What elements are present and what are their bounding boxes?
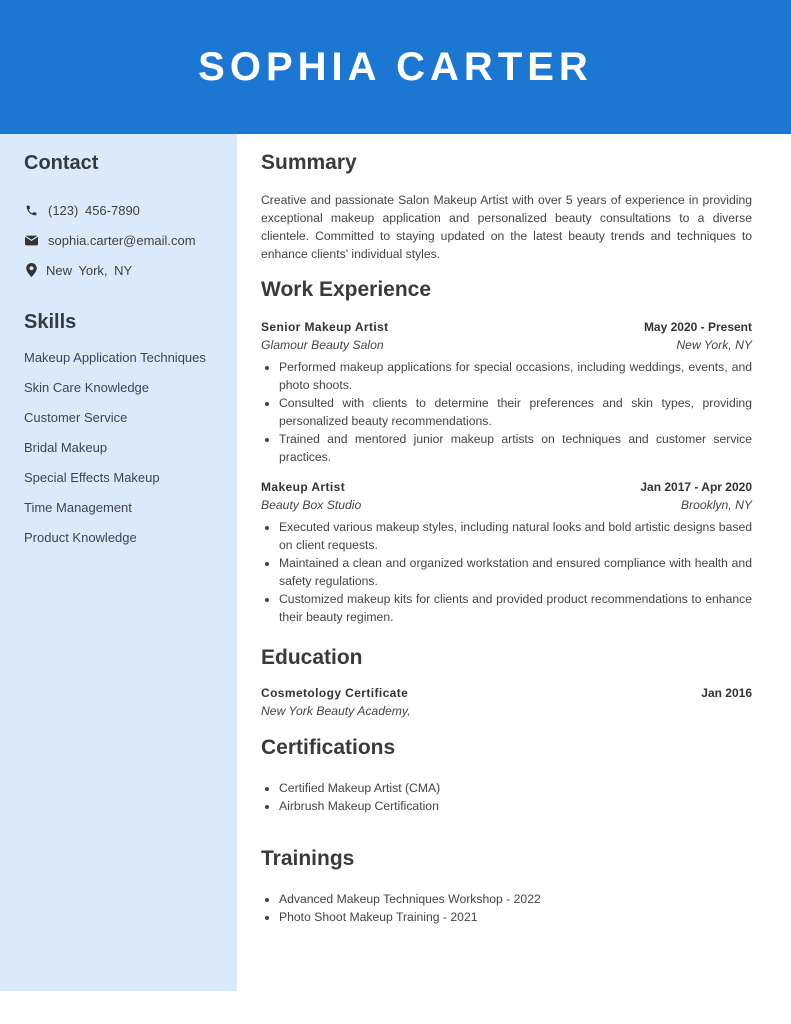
job-company: Glamour Beauty Salon (261, 338, 384, 352)
job-bullets (261, 358, 752, 466)
contact-title: Contact (24, 152, 99, 174)
job-bullet: • Consulted with clients to determine their preferences and skin types, providing personalized beauty recommendations. (279, 394, 752, 430)
certifications-title: Certifications (261, 736, 396, 759)
certification-item: • Airbrush Makeup Certification (279, 797, 752, 815)
phone-icon (24, 203, 38, 217)
job-company: Beauty Box Studio (261, 498, 362, 512)
resume-header (0, 0, 791, 134)
work-experience-title: Work Experience (261, 278, 432, 301)
school: New York Beauty Academy, (261, 704, 411, 718)
job-entry (261, 480, 752, 626)
skills-title: Skills (24, 311, 77, 333)
email-text: sophia.carter@email.com (48, 232, 196, 248)
skill-item: Makeup Application Techniques (24, 350, 206, 365)
main-content (261, 134, 752, 926)
summary-text: Creative and passionate Salon Makeup Artist with over 5 years of experience in providing exceptional makeup application and personalized beauty consultations to a diverse clientele. Committed to staying updated on the latest beauty trends and techniques to enhance clients' individual styles. (261, 193, 752, 261)
skill-item: Skin Care Knowledge (24, 380, 150, 395)
certification-item: • Certified Makeup Artist (CMA) (279, 779, 752, 797)
training-item: • Photo Shoot Makeup Training - 2021 (279, 908, 752, 926)
job-dates: Jan 2017 - Apr 2020 (640, 480, 752, 494)
degree: Cosmetology Certificate (261, 686, 409, 700)
skill-item: Special Effects Makeup (24, 470, 160, 485)
education-date: Jan 2016 (701, 686, 752, 700)
envelope-icon (24, 233, 38, 247)
education-entry (261, 686, 752, 718)
location-text: New York, NY (46, 262, 133, 278)
job-location: New York, NY (676, 338, 752, 352)
summary-title: Summary (261, 151, 357, 174)
job-entry (261, 320, 752, 466)
skill-item: Product Knowledge (24, 530, 137, 545)
skills-list (24, 348, 237, 558)
education-title: Education (261, 646, 363, 669)
map-pin-icon (24, 263, 38, 277)
job-title: Senior Makeup Artist (261, 320, 389, 334)
skill-item: Bridal Makeup (24, 440, 108, 455)
trainings-list (261, 890, 752, 926)
certifications-list (261, 779, 752, 815)
job-bullet: • Customized makeup kits for clients and provided product recommendations to enhance their beauty regimen. (279, 590, 752, 626)
job-bullet: • Executed various makeup styles, including natural looks and bold artistic designs based on client requests. (279, 518, 752, 554)
trainings-title: Trainings (261, 847, 355, 870)
contact-location (24, 255, 237, 285)
job-bullets (261, 518, 752, 626)
sidebar (0, 134, 237, 991)
contact-phone (24, 195, 237, 225)
job-location: Brooklyn, NY (680, 498, 752, 512)
job-bullet: • Trained and mentored junior makeup artists on techniques and customer service practices. (279, 430, 752, 466)
phone-text: (123) 456-7890 (48, 202, 140, 218)
contact-email (24, 225, 237, 255)
candidate-name: SOPHIA CARTER (198, 44, 593, 89)
job-dates: May 2020 - Present (643, 320, 752, 334)
training-item: • Advanced Makeup Techniques Workshop - 2022 (279, 890, 752, 908)
job-bullet: • Performed makeup applications for special occasions, including weddings, events, and photo shoots. (279, 358, 752, 394)
job-bullet: • Maintained a clean and organized workstation and ensured compliance with health and safety regulations. (279, 554, 752, 590)
job-title: Makeup Artist (261, 480, 346, 494)
skill-item: Time Management (24, 500, 132, 515)
skill-item: Customer Service (24, 410, 128, 425)
